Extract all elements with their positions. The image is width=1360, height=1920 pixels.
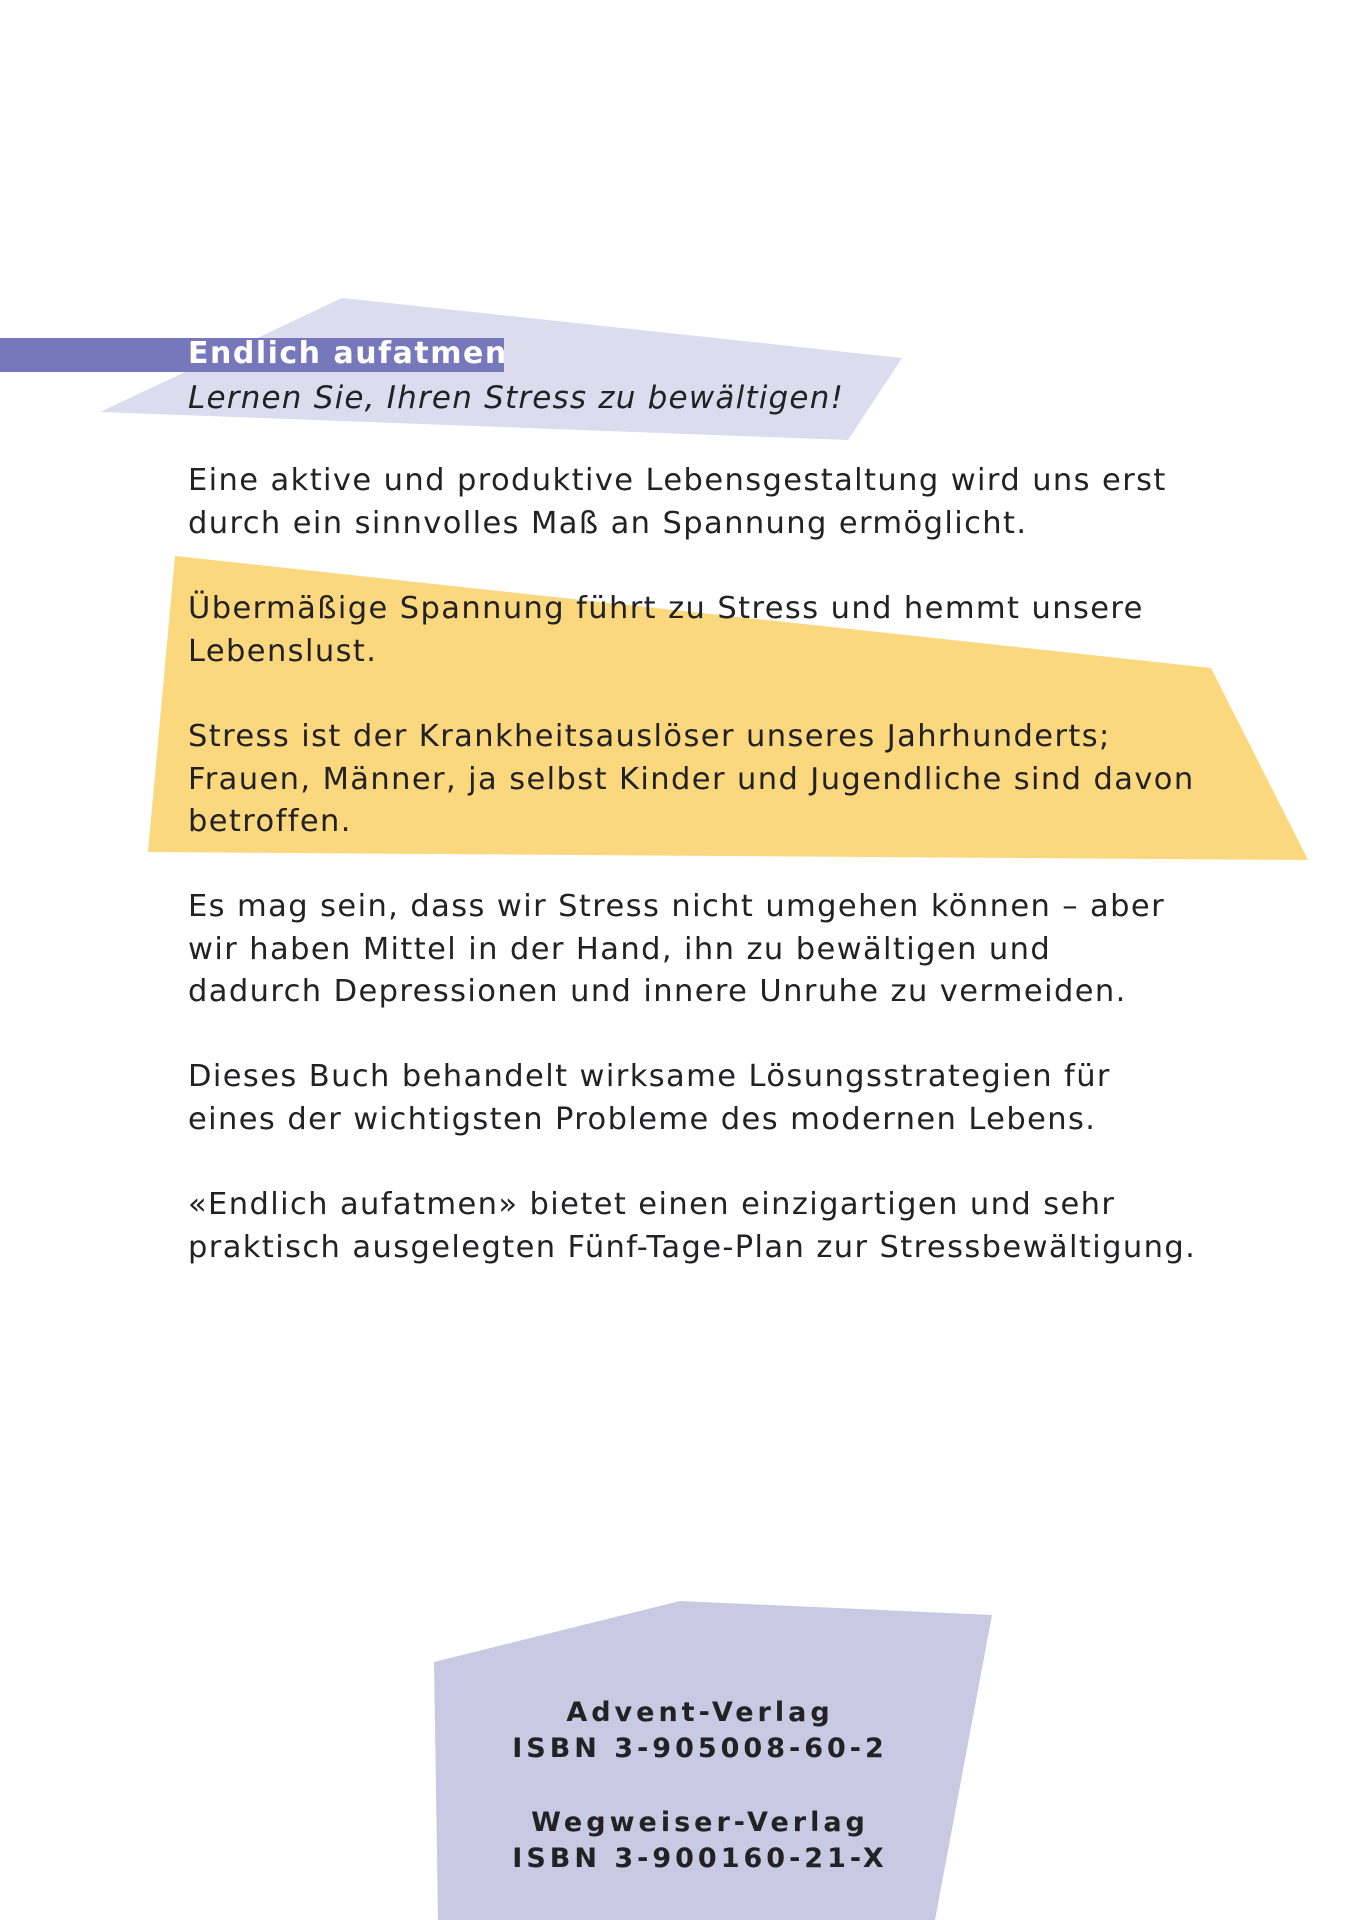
blurb-paragraph-1: Eine aktive und produktive Lebensgestaltung wird uns erst durch ein sinnvolles Maß an Spannung ermöglicht. bbox=[188, 463, 1167, 541]
publisher-name: Advent-Verlag bbox=[566, 1697, 834, 1728]
publisher-name: Wegweiser-Verlag bbox=[531, 1807, 869, 1838]
publisher-isbn: ISBN 3-905008-60-2 bbox=[512, 1733, 888, 1764]
blurb-paragraph-2: Übermäßige Spannung führt zu Stress und hemmt unsere Lebenslust. bbox=[188, 591, 1144, 669]
blurb-paragraph-4: Es mag sein, dass wir Stress nicht umgehen können – aber wir haben Mittel in der Hand, ihn zu bewältigen und dadurch Depressionen und innere Unruhe zu vermeiden. bbox=[188, 889, 1166, 1009]
publisher-isbn: ISBN 3-900160-21-X bbox=[512, 1843, 888, 1874]
book-title: Endlich aufatmen bbox=[188, 336, 508, 371]
blurb-paragraph-6: «Endlich aufatmen» bietet einen einzigartigen und sehr praktisch ausgelegten Fünf-Tage-Plan zur Stressbewältigung. bbox=[188, 1187, 1197, 1265]
blurb-paragraph-5: Dieses Buch behandelt wirksame Lösungsstrategien für eines der wichtigsten Probleme des modernen Lebens. bbox=[188, 1059, 1111, 1137]
book-subtitle: Lernen Sie, Ihren Stress zu bewältigen! bbox=[188, 380, 845, 416]
blurb-paragraph-3: Stress ist der Krankheitsauslöser unseres Jahrhunderts; Frauen, Männer, ja selbst Kinder und Jugendliche sind davon betroffen. bbox=[188, 719, 1195, 839]
